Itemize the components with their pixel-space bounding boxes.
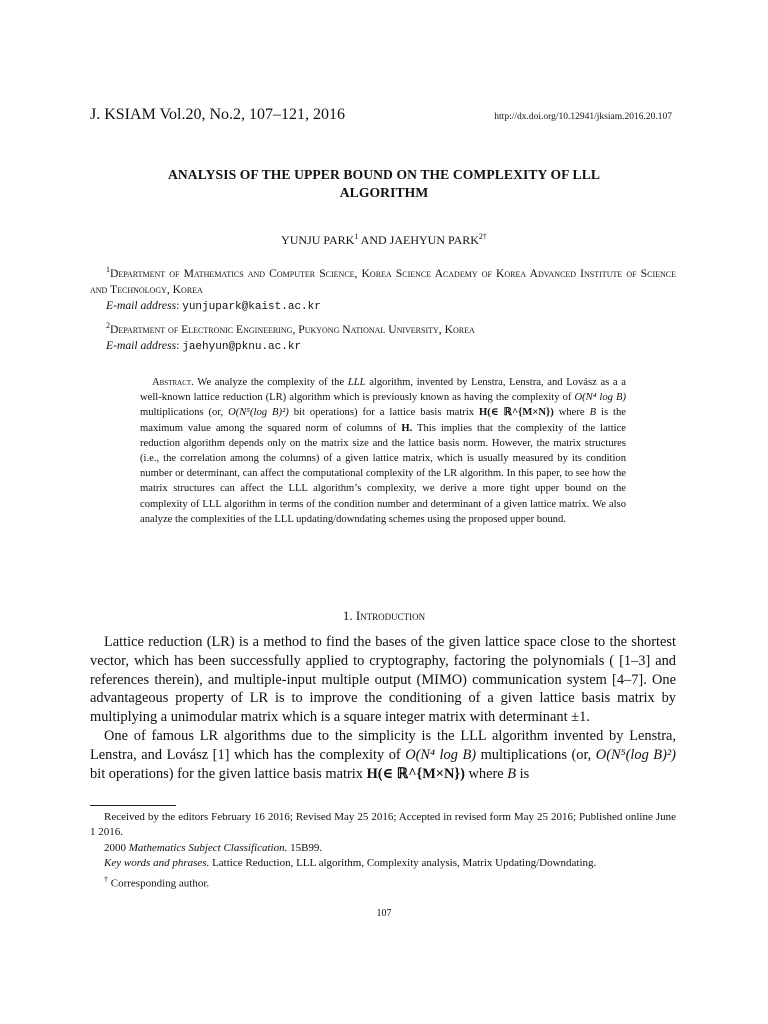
- keywords-label: Key words and phrases.: [104, 857, 210, 870]
- section-number: 1.: [342, 608, 353, 623]
- authors-and: AND: [358, 233, 390, 247]
- abstract-text-5: where: [558, 407, 585, 419]
- abstract-text-7: This implies that the complexity of the lattice reduction algorithm depends only on the matrix size and the lattice basis norm. However, the matrix structures (i.e., the correlation among the columns) of a given lattice matrix, which is usually measured by its condition number or determinant, can affect the computational complexity of the LR algorithm. In this paper, to see how the matrix structures can affect the LLL algorithm’s complexity, we derive a more tight upper bound on the complexity of LLL algorithm in terms of the condition number and determinant of a given lattice matrix. We also analyze the complexities of the LLL updating/downdating schemes using the proposed upper bound.: [140, 422, 627, 525]
- intro-body: [90, 633, 676, 783]
- aff2-sup: 2: [106, 321, 110, 330]
- para2-text-e: is: [519, 765, 530, 782]
- doi-link[interactable]: http://dx.doi.org/10.12941/jksiam.2016.20.107: [494, 112, 672, 122]
- abstract-label: Abstract.: [152, 377, 194, 388]
- footnote-msc: [90, 841, 676, 856]
- section-name: Introduction: [355, 608, 426, 623]
- aff1-text: Department of Mathematics and Computer Science, Korea Science Academy of Korea Advanced Institute of Science and Technology, Korea: [90, 266, 676, 296]
- section-heading-introduction: [90, 608, 678, 624]
- author-1: YUNJU PARK: [281, 233, 355, 247]
- aff2-email-label: E-mail address: [106, 338, 177, 352]
- corresponding-mark: †: [104, 874, 108, 884]
- para2-text-a: One of famous LR algorithms due to the simplicity is the LLL algorithm invented by Lenstra, Lenstra, and Lovász [1] which has the complexity of: [90, 727, 676, 763]
- intro-paragraph-2: [90, 727, 676, 783]
- abstract-matrix-h: H(∈ ℝ^{M×N}): [479, 407, 554, 419]
- intro-paragraph-1: Lattice reduction (LR) is a method to find the bases of the given lattice space close to the shortest vector, which has been successfully applied to cryptography, factoring the polynomials ( [1–3] and references therein), and multiple-input multiple output (MIMO) communication system [4–7]. One advantageous property of LR is to improve the conditioning of a given lattice basis matrix by multiplying a unimodular matrix which is a square integer matrix with determinant ±1.: [90, 634, 676, 726]
- abstract-matrix-h2: H.: [401, 422, 413, 434]
- aff1-email-label: E-mail address: [106, 298, 177, 312]
- author-1-sup: 1: [354, 232, 359, 241]
- author-2-sup: 2†: [478, 232, 487, 241]
- abstract-lll: LLL: [347, 377, 366, 388]
- para2-matrix-h: H(∈ ℝ^{M×N}): [366, 765, 465, 782]
- affiliation-1: $^1$Department of Mathematics and Computer Science, Korea Science Academy of Korea Advanced Institute of Science and Technology, Korea E-mail address: yunjupark@kaist.ac.kr: [90, 265, 676, 313]
- abstract-text-3: multiplications (or,: [140, 407, 224, 419]
- paper-title: [90, 166, 678, 202]
- abstract-text-4: bit operations) for a lattice basis matrix: [293, 407, 475, 419]
- keywords-text: Lattice Reduction, LLL algorithm, Complexity analysis, Matrix Updating/Downdating.: [212, 857, 597, 870]
- author-2: JAEHYUN PARK: [389, 233, 479, 247]
- affiliation-2: $^2$Department of Electronic Engineering, Pukyong National University, Korea E-mail address: jaehyun@pknu.ac.kr: [106, 321, 475, 353]
- para2-text-c: bit operations) for the given lattice basis matrix: [90, 765, 363, 782]
- msc-year: 2000: [104, 841, 126, 854]
- title-line-2: ALGORITHM: [339, 185, 429, 200]
- footnote-received: Received by the editors February 16 2016; Revised May 25 2016; Accepted in revised form May 25 2016; Published online June 1 2016.: [90, 811, 676, 839]
- msc-code: 15B99.: [290, 841, 323, 854]
- msc-label: Mathematics Subject Classification.: [128, 841, 288, 854]
- title-line-1: ANALYSIS OF THE UPPER BOUND ON THE COMPLEXITY OF LLL: [167, 167, 601, 182]
- page-number: 107: [376, 908, 392, 919]
- footnote-keywords: [90, 856, 676, 871]
- footnote-rule: [90, 805, 176, 806]
- para2-complexity-2: O(N⁵(log B)²): [595, 746, 676, 763]
- abstract-text-6: is the maximum value among the squared norm of columns of: [140, 407, 626, 434]
- abstract-text-1: We analyze the complexity of the: [197, 377, 345, 388]
- para2-text-d: where: [468, 765, 504, 782]
- para2-text-b: multiplications (or,: [480, 746, 592, 763]
- journal-citation: J. KSIAM Vol.20, No.2, 107–121, 2016: [90, 106, 345, 123]
- abstract-text-2: algorithm, invented by Lenstra, Lenstra, and Lovász as a a well-known lattice reduction (LR) algorithm which is previously known as having the complexity of: [140, 377, 627, 404]
- aff2-text: Department of Electronic Engineering, Pukyong National University, Korea: [110, 322, 475, 336]
- abstract-complexity-1: O(N⁴ log B): [574, 392, 626, 404]
- footnotes: [90, 810, 676, 892]
- aff1-email[interactable]: yunjupark@kaist.ac.kr: [182, 300, 321, 313]
- aff1-sup: 1: [106, 265, 110, 274]
- aff2-email[interactable]: jaehyun@pknu.ac.kr: [182, 340, 302, 353]
- abstract: [140, 375, 626, 527]
- authors: [90, 232, 678, 248]
- para2-complexity-1: O(N⁴ log B): [405, 746, 477, 763]
- abstract-b: B: [589, 407, 597, 419]
- para2-b: B: [507, 765, 517, 782]
- corresponding-text: Corresponding author.: [110, 877, 210, 890]
- footnote-corresponding: [90, 872, 676, 892]
- abstract-complexity-2: O(N⁵(log B)²): [228, 407, 289, 419]
